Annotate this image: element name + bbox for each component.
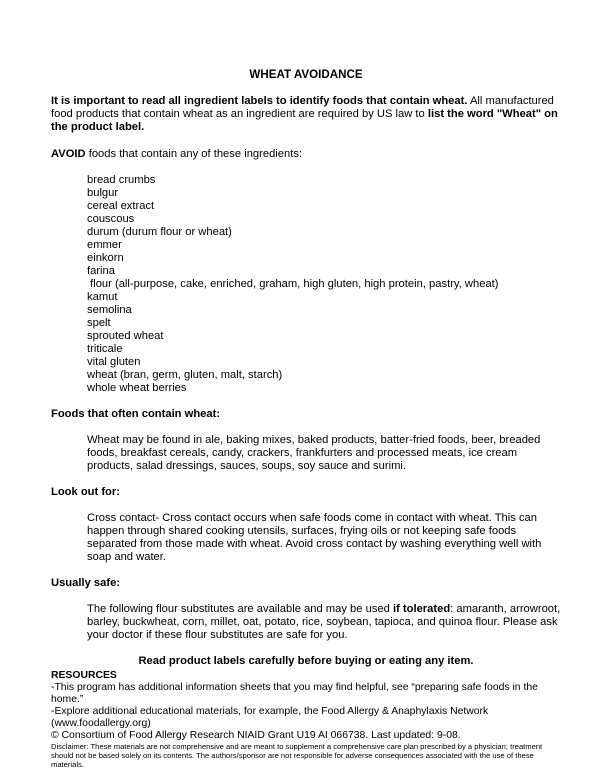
disclaimer: Disclaimer: These materials are not comprehensive and are meant to supplement a comprehensive care plan prescribed by a physician; treatment should not be based solely on its contents. The authors/sponsor are not responsible for adverse consequences associated with the use of these materials. (51, 742, 543, 769)
intro-bold-lead: It is important to read all ingredient labels to identify foods that contain wheat. (51, 95, 468, 107)
list-item: spelt (87, 317, 111, 329)
list-item: durum (durum flour or wheat) (87, 226, 232, 238)
list-item: couscous (87, 213, 135, 225)
page-title: WHEAT AVOIDANCE (249, 68, 363, 81)
often-heading: Foods that often contain wheat: (51, 408, 221, 420)
list-item: emmer (87, 239, 122, 251)
list-item: whole wheat berries (87, 382, 187, 394)
avoid-intro (51, 148, 561, 161)
ingredient-list (87, 174, 561, 395)
safe-body-post: : amaranth, arrowroot, barley, buckwheat, corn, millet, oat, potato, rice, soybean, tapioca, and quinoa flour. Please ask your doctor if these flour substitutes are safe for you. (87, 603, 561, 641)
avoid-label: AVOID (51, 148, 86, 160)
list-item: cereal extract (87, 200, 155, 212)
list-item: sprouted wheat (87, 330, 164, 342)
list-item: semolina (87, 304, 132, 316)
list-item: flour (all-purpose, cake, enriched, graham, high gluten, high protein, pastry, wheat) (87, 278, 499, 290)
lookout-body: Cross contact- Cross contact occurs when safe foods come in contact with wheat. This can happen through shared cooking utensils, surfaces, frying oils or not keeping safe foods separated from those made with wheat. Avoid cross contact by washing everything well with soap and water. (87, 512, 542, 563)
safe-body-bold: if tolerated (392, 603, 451, 615)
intro-bold-tail: list the word "Wheat" on the product label. (51, 108, 558, 133)
list-item: bread crumbs (87, 174, 156, 186)
copyright-line: © Consortium of Food Allergy Research NIAID Grant U19 AI 066738. Last updated: 9-08. (51, 730, 461, 741)
resources-heading: RESOURCES (51, 670, 117, 681)
resource-item: -Explore additional educational materials, for example, the Food Allergy & Anaphylaxis Network (www.foodallergy.org) (51, 706, 489, 729)
often-body: Wheat may be found in ale, baking mixes, baked products, batter-fried foods, beer, breaded foods, breakfast cereals, candy, crackers, frankfurters and processed meats, ice cream products, salad dressings, sauces, soups, soy sauce and surimi. (87, 434, 541, 472)
avoid-text: foods that contain any of these ingredients: (85, 148, 303, 160)
closing-note: Read product labels carefully before buying or eating any item. (138, 655, 474, 667)
intro-paragraph (51, 95, 561, 134)
list-item: vital gluten (87, 356, 141, 368)
safe-body-pre: The following flour substitutes are available and may be used (87, 603, 393, 615)
document-content (51, 68, 561, 769)
lookout-heading: Look out for: (51, 486, 120, 498)
resource-item: -This program has additional information sheets that you may find helpful, see “preparing safe foods in the home.” (51, 682, 538, 705)
list-item: bulgur (87, 187, 119, 199)
list-item: kamut (87, 291, 118, 303)
intro-text: All manufactured food products that contain wheat as an ingredient are required by US law to (51, 95, 554, 120)
safe-body (87, 603, 561, 642)
list-item: farina (87, 265, 115, 277)
list-item: einkorn (87, 252, 124, 264)
list-item: triticale (87, 343, 123, 355)
list-item: wheat (bran, germ, gluten, malt, starch) (87, 369, 283, 381)
safe-heading: Usually safe: (51, 577, 121, 589)
